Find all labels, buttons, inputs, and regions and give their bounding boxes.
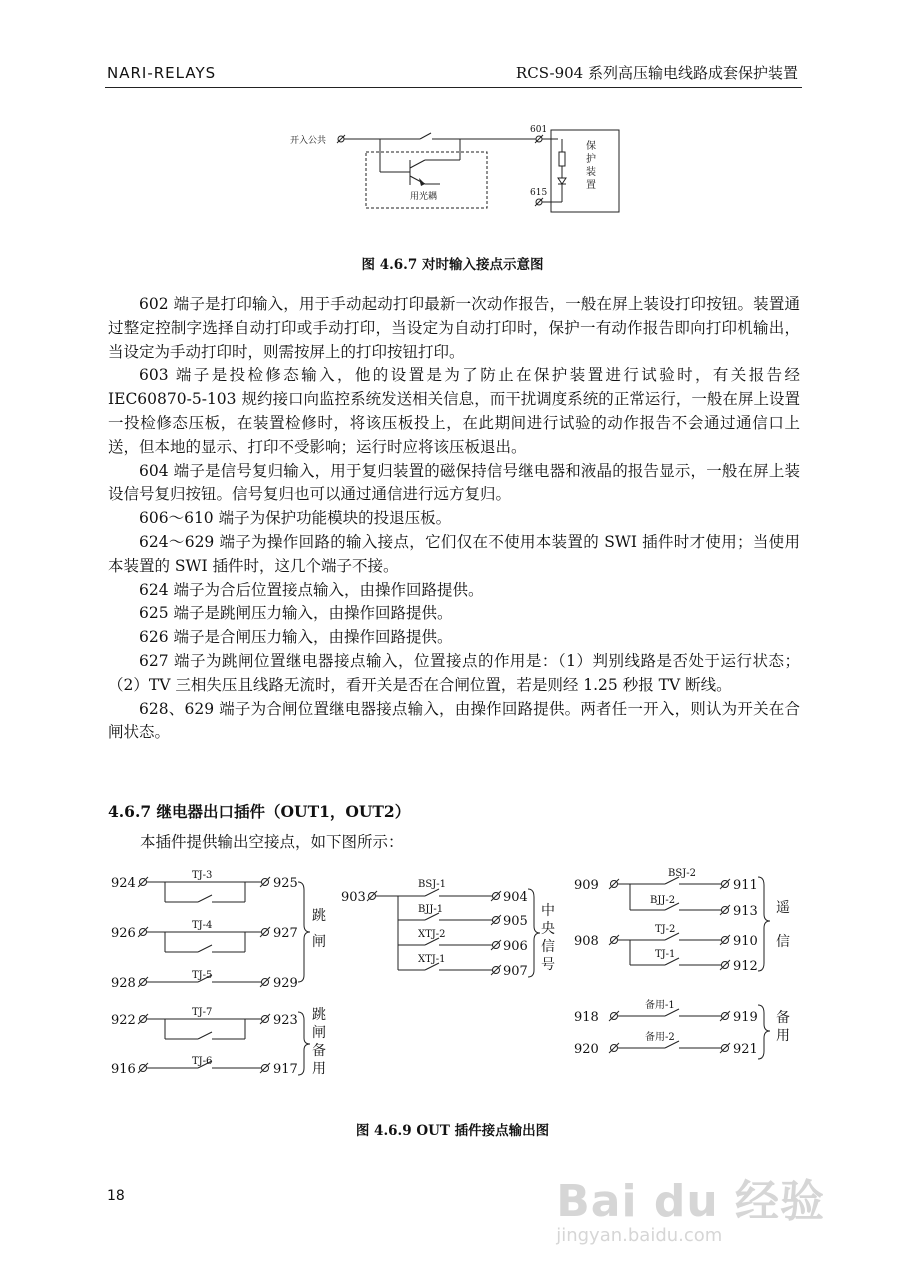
trip-label-2: 闸 [312, 934, 326, 950]
remote-label-1: 遥 [776, 900, 790, 916]
central-label-1: 中 [541, 903, 555, 919]
central-label-4: 号 [541, 957, 555, 973]
watermark-brand: Bai du 经验 [556, 1176, 825, 1227]
contact-bjj1: BJJ-1 [418, 904, 444, 915]
terminal-927: 927 [273, 926, 298, 941]
contact-bsj1: BSJ-1 [418, 879, 446, 890]
contact-xtj2: XTJ-2 [418, 929, 446, 940]
watermark [556, 1165, 825, 1246]
paragraph: 627 端子为跳闸位置继电器接点输入，位置接点的作用是：（1）判别线路是否处于运行状态；（2）TV 三相失压且线路无流时，看开关是否在合闸位置，若是则经 1.25 秒报 TV 断线。 [108, 651, 800, 694]
terminal-924: 924 [111, 876, 136, 891]
trip-spare-label-3: 备 [312, 1043, 326, 1059]
central-label-3: 信 [541, 939, 555, 955]
terminal-923: 923 [273, 1013, 298, 1028]
terminal-928: 928 [111, 976, 136, 991]
terminal-905: 905 [503, 914, 528, 929]
terminal-903: 903 [341, 890, 366, 905]
section-heading: 4.6.7 继电器出口插件（OUT1，OUT2） [108, 802, 411, 821]
terminal-910: 910 [733, 934, 758, 949]
terminal-916: 916 [111, 1062, 136, 1077]
contact-tj6: TJ-6 [192, 1056, 213, 1067]
paragraph: 603 端子是投检修态输入，他的设置是为了防止在保护装置进行试验时，有关报告经 IEC60870-5-103 规约接口向监控系统发送相关信息，而干扰调度系统的正常运行，一般在屏上设置一投检修态压板，在装置检修时，将该压板投上，在此期间进行试验的动作报告不会通过通信口上送，但本地的显示、打印不受影响；运行时应将该压板退出。 [108, 366, 800, 456]
terminal-918: 918 [574, 1010, 599, 1025]
terminal-929: 929 [273, 976, 298, 991]
terminal-926: 926 [111, 926, 136, 941]
terminal-921: 921 [733, 1042, 758, 1057]
paragraph: 625 端子是跳闸压力输入，由操作回路提供。 [139, 604, 453, 623]
terminal-909: 909 [574, 878, 599, 893]
contact-bsj2: BSJ-2 [668, 868, 696, 879]
contact-tj4: TJ-4 [192, 920, 213, 931]
terminal-917: 917 [273, 1062, 298, 1077]
spare-label-1: 备 [776, 1010, 790, 1026]
contact-bjj2: BJJ-2 [650, 895, 676, 906]
contact-spare2: 备用-2 [645, 1032, 675, 1043]
header-title: RCS-904 系列高压输电线路成套保护装置 [515, 64, 798, 82]
terminal-907: 907 [503, 964, 528, 979]
terminal-913: 913 [733, 904, 758, 919]
device-label-2: 护 [586, 154, 596, 165]
watermark-url: jingyan.baidu.com [556, 1225, 723, 1246]
header-brand: NARI-RELAYS [107, 64, 217, 82]
device-label-3: 装 [586, 167, 596, 178]
trip-label-1: 跳 [312, 908, 326, 924]
terminal-922: 922 [111, 1013, 136, 1028]
paragraph: 604 端子是信号复归输入，用于复归装置的磁保持信号继电器和液晶的报告显示，一般在屏上装设信号复归按钮。信号复归也可以通过通信进行远方复归。 [108, 461, 800, 504]
figure1-caption: 图 4.6.7 对时输入接点示意图 [361, 257, 544, 273]
contact-tj2: TJ-2 [655, 924, 676, 935]
paragraph: 606～610 端子为保护功能模块的投退压板。 [139, 509, 452, 528]
common-label: 开入公共 [290, 136, 327, 146]
contact-tj5: TJ-5 [192, 970, 213, 981]
terminal-912: 912 [733, 959, 758, 974]
device-label-1: 保 [586, 141, 596, 152]
spare-label-2: 用 [776, 1028, 790, 1044]
terminal-919: 919 [733, 1010, 758, 1025]
terminal-904: 904 [503, 890, 528, 905]
remote-label-2: 信 [776, 934, 790, 950]
contact-tj3: TJ-3 [192, 870, 213, 881]
trip-spare-label-1: 跳 [312, 1007, 326, 1023]
paragraph: 602 端子是打印输入，用于手动起动打印最新一次动作报告，一般在屏上装设打印按钮。装置通过整定控制字选择自动打印或手动打印，当设定为自动打印时，保护一有动作报告即向打印机输出，当设定为手动打印时，则需按屏上的打印按钮打印。 [108, 295, 800, 361]
terminal-911: 911 [733, 878, 758, 893]
figure2-caption: 图 4.6.9 OUT 插件接点输出图 [355, 1123, 550, 1139]
section-intro: 本插件提供输出空接点，如下图所示： [140, 833, 404, 851]
page-number: 18 [107, 1188, 125, 1204]
device-label-4: 置 [586, 180, 596, 191]
paragraph: 624～629 端子为操作回路的输入接点，它们仅在不使用本装置的 SWI 插件时才使用；当使用本装置的 SWI 插件时，这几个端子不接。 [108, 532, 800, 575]
contact-spare1: 备用-1 [645, 1000, 675, 1011]
paragraph: 628、629 端子为合闸位置继电器接点输入，由操作回路提供。两者任一开入，则认为开关在合闸状态。 [108, 699, 800, 742]
contact-xtj1: XTJ-1 [418, 954, 446, 965]
terminal-615: 615 [530, 188, 548, 198]
central-label-2: 央 [541, 921, 555, 937]
terminal-908: 908 [574, 934, 599, 949]
trip-spare-label-2: 闸 [312, 1025, 326, 1041]
contact-tj1: TJ-1 [655, 949, 676, 960]
terminal-920: 920 [574, 1042, 599, 1057]
contact-tj7: TJ-7 [192, 1007, 213, 1018]
terminal-601: 601 [530, 125, 548, 135]
paragraph: 624 端子为合后位置接点输入，由操作回路提供。 [139, 580, 484, 599]
terminal-906: 906 [503, 939, 528, 954]
paragraph: 626 端子是合闸压力输入，由操作回路提供。 [139, 628, 453, 647]
optocoupler-label: 用光耦 [410, 192, 438, 202]
terminal-925: 925 [273, 876, 298, 891]
trip-spare-label-4: 用 [312, 1061, 326, 1077]
